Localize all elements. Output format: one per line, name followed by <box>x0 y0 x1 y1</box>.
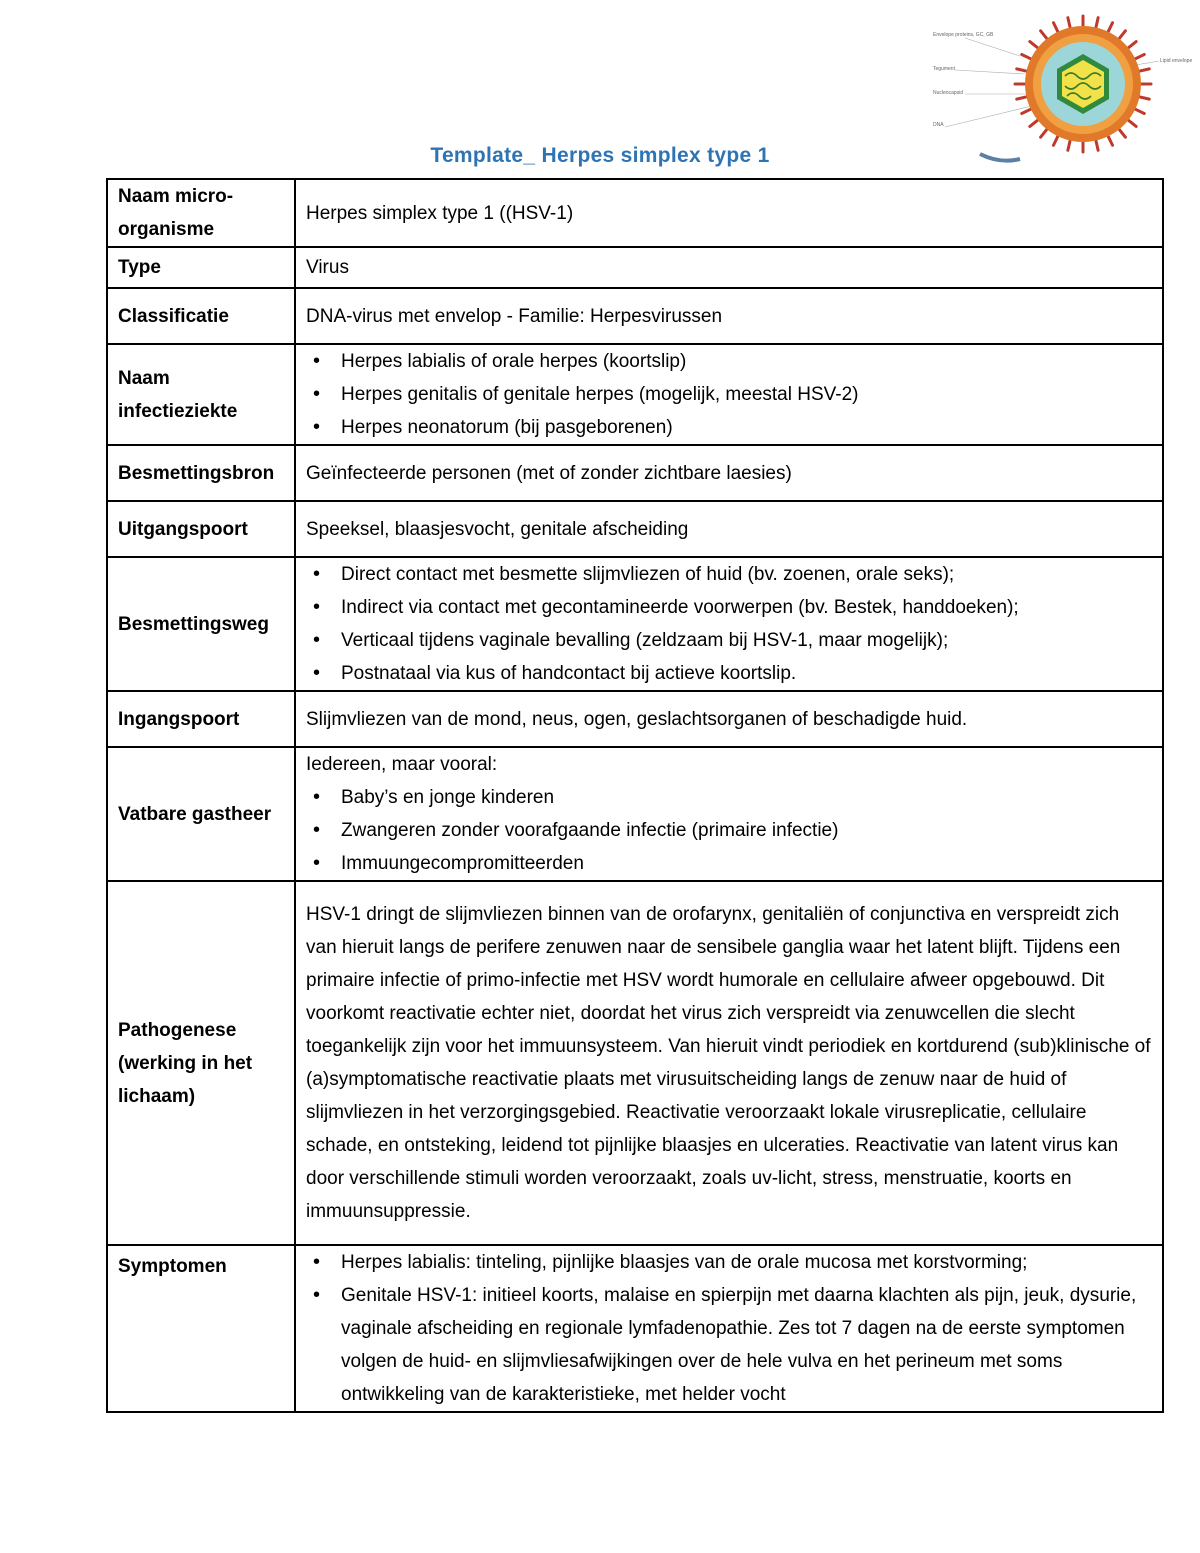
table-row-symptomen <box>107 1245 1163 1412</box>
table-row-patho <box>107 881 1163 1245</box>
row-label-symptomen: Symptomen <box>107 1245 295 1412</box>
row-value-patho <box>295 881 1163 1245</box>
row-label-patho: Pathogenese (werking in het lichaam) <box>107 881 295 1245</box>
table-row-weg <box>107 557 1163 691</box>
list-item: • Baby’s en jonge kinderen <box>306 781 1152 814</box>
table-row-type <box>107 247 1163 288</box>
list-item: • Immuungecompromitteerden <box>306 847 1152 880</box>
gastheer-intro: Iedereen, maar vooral: <box>306 754 498 775</box>
table-row-bron <box>107 445 1163 501</box>
row-label-bron: Besmettingsbron <box>107 445 295 501</box>
pathogenese-text: HSV-1 dringt de slijmvliezen binnen van de orofarynx, genitaliën of conjunctiva en verspreidt zich van hieruit langs de perifere zenuwen naar de sensibele ganglia waar het latent blijft. Tijdens een primaire infectie of primo-infectie met HSV wordt humorale en cellulaire afweer opgebouwd. Dit voorkomt reactivatie echter niet, doordat het virus zich verspreidt via zenuwcellen die slecht toegankelijk zijn voor het immuunsysteem. Van hieruit vindt periodiek en kortdurend (sub)klinische of (a)symptomatische reactivatie plaats met virusuitscheiding langs de zenuw naar de huid of slijmvliezen in het verzorgingsgebied. Reactivatie veroorzaakt lokale virusreplicatie, cellulaire schade, en ontsteking, leidend tot pijnlijke blaasjes en ulceraties. Reactivatie van latent virus kan door verschillende stimuli worden veroorzaakt, zoals uv-licht, stress, menstruatie, koorts en immuunsuppressie. <box>306 904 1151 1222</box>
gastheer-list <box>306 781 1152 880</box>
row-value-type: Virus <box>295 247 1163 288</box>
row-value-bron: Geïnfecteerde personen (met of zonder zichtbare laesies) <box>295 445 1163 501</box>
row-label-weg: Besmettingsweg <box>107 557 295 691</box>
row-label-ziekte: Naam infectieziekte <box>107 344 295 445</box>
row-label-ingang: Ingangspoort <box>107 691 295 747</box>
table-row-naam <box>107 179 1163 247</box>
row-value-classificatie: DNA-virus met envelop - Familie: Herpesvirussen <box>295 288 1163 344</box>
ziekte-list <box>306 345 1152 444</box>
row-label-classificatie: Classificatie <box>107 288 295 344</box>
row-value-weg <box>295 557 1163 691</box>
label-tegument: Tegument <box>933 66 955 72</box>
label-dna: DNA <box>933 122 944 128</box>
document-title: Template_ Herpes simplex type 1 <box>430 144 770 167</box>
list-item: • Herpes labialis: tinteling, pijnlijke blaasjes van de orale mucosa met korstvorming; <box>306 1246 1152 1279</box>
label-envelope-proteins: Envelope proteins, GC, GB <box>933 32 994 38</box>
list-item: • Herpes genitalis of genitale herpes (mogelijk, meestal HSV-2) <box>306 378 1152 411</box>
list-item: • Postnataal via kus of handcontact bij actieve koortslip. <box>306 657 1152 690</box>
list-item: • Verticaal tijdens vaginale bevalling (zeldzaam bij HSV-1, maar mogelijk); <box>306 624 1152 657</box>
list-item: • Indirect via contact met gecontamineerde voorwerpen (bv. Bestek, handdoeken); <box>306 591 1152 624</box>
row-value-uitgang: Speeksel, blaasjesvocht, genitale afscheiding <box>295 501 1163 557</box>
row-value-symptomen <box>295 1245 1163 1412</box>
row-label-uitgang: Uitgangspoort <box>107 501 295 557</box>
label-lipid-envelope: Lipid envelope <box>1160 58 1193 64</box>
row-label-gastheer: Vatbare gastheer <box>107 747 295 881</box>
label-nucleocapsid: Nucleocapsid <box>933 90 964 96</box>
table-row-ziekte <box>107 344 1163 445</box>
list-item: • Herpes neonatorum (bij pasgeborenen) <box>306 411 1152 444</box>
row-value-gastheer <box>295 747 1163 881</box>
list-item: • Direct contact met besmette slijmvliezen of huid (bv. zoenen, orale seks); <box>306 558 1152 591</box>
table-row-ingang <box>107 691 1163 747</box>
row-value-ingang: Slijmvliezen van de mond, neus, ogen, geslachtsorganen of beschadigde huid. <box>295 691 1163 747</box>
table-row-classificatie <box>107 288 1163 344</box>
row-label-type: Type <box>107 247 295 288</box>
info-table <box>106 178 1164 1413</box>
table-row-uitgang <box>107 501 1163 557</box>
table-row-gastheer <box>107 747 1163 881</box>
row-label-naam: Naam micro-organisme <box>107 179 295 247</box>
row-value-naam: Herpes simplex type 1 ((HSV-1) <box>295 179 1163 247</box>
weg-list <box>306 558 1152 690</box>
symptomen-list <box>306 1246 1152 1411</box>
list-item: • Zwangeren zonder voorafgaande infectie (primaire infectie) <box>306 814 1152 847</box>
list-item: • Genitale HSV-1: initieel koorts, malaise en spierpijn met daarna klachten als pijn, jeuk, dysurie, vaginale afscheiding en regionale lymfadenopathie. Zes tot 7 dagen na de eerste symptomen volgen de huid- en slijmvliesafwijkingen over de hele vulva en het perineum met soms ontwikkeling van de karakteristieke, met helder vocht <box>306 1279 1152 1411</box>
row-value-ziekte <box>295 344 1163 445</box>
list-item: • Herpes labialis of orale herpes (koortslip) <box>306 345 1152 378</box>
